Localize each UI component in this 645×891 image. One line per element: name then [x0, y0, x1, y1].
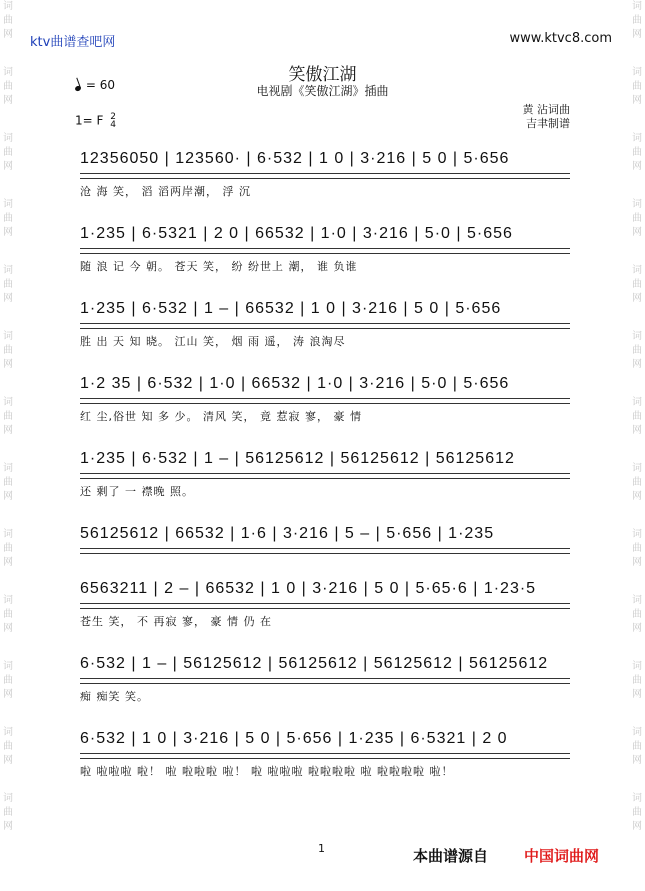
- score-line: [80, 225, 570, 275]
- watermark-text: 词 曲 网: [3, 1, 13, 40]
- time-signature-bottom: 4: [110, 120, 116, 130]
- site-name: ktv曲谱查吧网: [30, 35, 116, 50]
- watermark-text: 词 曲 网: [3, 331, 13, 370]
- watermark-text: 词 曲 网: [632, 463, 642, 502]
- credit-lyrics-music: 黄 沾词曲: [522, 103, 570, 116]
- beam-lines: [80, 753, 570, 759]
- quarter-note-icon: [74, 85, 81, 92]
- watermark-text: 词 曲 网: [632, 1, 642, 40]
- notation-text: 6·532 | 1 – | 56125612 | 56125612 | 56125612 | 56125612: [80, 655, 549, 672]
- watermark-text: 词 曲 网: [3, 595, 13, 634]
- site-url: www.ktvc8.com: [509, 31, 612, 46]
- watermark-text: 词 曲 网: [632, 661, 642, 700]
- notation-text: 1·2 35 | 6·532 | 1·0 | 66532 | 1·0 | 3·216 | 5·0 | 5·656: [80, 375, 510, 392]
- watermark-text: 词 曲 网: [3, 661, 13, 700]
- time-signature-top: 2: [110, 112, 116, 122]
- tempo-marking: [75, 78, 115, 92]
- watermark-text: 词 曲 网: [632, 595, 642, 634]
- notation-text: 56125612 | 66532 | 1·6 | 3·216 | 5 – | 5·656 | 1·235: [80, 525, 495, 542]
- beam-lines: [80, 323, 570, 329]
- beam-lines: [80, 398, 570, 404]
- lyrics-text: 痴 痴笑 笑。: [80, 690, 149, 703]
- lyrics-text: 啦 啦啦啦 啦！ 啦 啦啦啦 啦！ 啦 啦啦啦 啦啦啦啦 啦 啦啦啦啦 啦！: [80, 765, 454, 778]
- lyrics-text: 还 剩了 一 襟晚 照。: [80, 485, 194, 498]
- watermark-text: 词 曲 网: [3, 463, 13, 502]
- beam-lines: [80, 678, 570, 684]
- watermark-text: 词 曲 网: [632, 793, 642, 832]
- score-line: [80, 655, 570, 705]
- page-number: 1: [318, 842, 325, 855]
- score-line: [80, 525, 570, 575]
- beam-lines: [80, 248, 570, 254]
- notation-text: 1·235 | 6·532 | 1 – | 56125612 | 56125612 | 56125612: [80, 450, 515, 467]
- footer-source-label: 本曲谱源自: [413, 847, 489, 865]
- footer-source-site: 中国词曲网: [524, 847, 600, 865]
- song-title: 笑傲江湖: [288, 65, 357, 85]
- watermark-text: 词 曲 网: [632, 727, 642, 766]
- watermark-text: 词 曲 网: [3, 199, 13, 238]
- lyrics-text: 随 浪 记 今 朝。 苍天 笑， 纷 纷世上 潮， 谁 负谁: [80, 260, 358, 273]
- watermark-left: [1, 0, 15, 858]
- score-line: [80, 580, 570, 630]
- score-line: [80, 375, 570, 425]
- watermark-text: 词 曲 网: [632, 397, 642, 436]
- watermark-text: 词 曲 网: [3, 265, 13, 304]
- lyrics-text: 胜 出 天 知 晓。 江山 笑， 烟 雨 遥， 涛 浪淘尽: [80, 335, 346, 348]
- beam-lines: [80, 173, 570, 179]
- watermark-text: 词 曲 网: [3, 727, 13, 766]
- notation-text: 6563211 | 2 – | 66532 | 1 0 | 3·216 | 5 0 | 5·65·6 | 1·23·5: [80, 580, 537, 597]
- score-line: [80, 450, 570, 500]
- watermark-text: 词 曲 网: [3, 397, 13, 436]
- lyrics-text: 苍生 笑， 不 再寂 寥， 豪 情 仍 在: [80, 615, 272, 628]
- score-line: [80, 300, 570, 350]
- key-label: 1= F: [75, 113, 104, 128]
- watermark-text: 词 曲 网: [3, 133, 13, 172]
- score-line: [80, 150, 570, 200]
- watermark-text: 词 曲 网: [3, 793, 13, 832]
- watermark-right: [630, 0, 644, 858]
- watermark-text: 词 曲 网: [3, 529, 13, 568]
- notation-text: 1·235 | 6·5321 | 2 0 | 66532 | 1·0 | 3·216 | 5·0 | 5·656: [80, 225, 513, 242]
- watermark-text: 词 曲 网: [632, 265, 642, 304]
- watermark-text: 词 曲 网: [632, 133, 642, 172]
- beam-lines: [80, 548, 570, 554]
- tempo-value: = 60: [85, 78, 115, 92]
- beam-lines: [80, 473, 570, 479]
- notation-text: 6·532 | 1 0 | 3·216 | 5 0 | 5·656 | 1·235 | 6·5321 | 2 0: [80, 730, 508, 747]
- watermark-text: 词 曲 网: [632, 199, 642, 238]
- song-subtitle: 电视剧《笑傲江湖》插曲: [256, 84, 389, 98]
- credit-transcriber: 吉聿制谱: [526, 117, 570, 130]
- time-signature: [110, 113, 116, 129]
- notation-text: 1·235 | 6·532 | 1 – | 66532 | 1 0 | 3·216 | 5 0 | 5·656: [80, 300, 502, 317]
- watermark-text: 词 曲 网: [632, 529, 642, 568]
- watermark-text: 词 曲 网: [632, 331, 642, 370]
- watermark-text: 词 曲 网: [632, 67, 642, 106]
- score-line: [80, 730, 570, 780]
- key-signature: [75, 113, 116, 129]
- lyrics-text: 红 尘,俗世 知 多 少。 清风 笑， 竟 惹寂 寥， 豪 情: [80, 410, 362, 423]
- beam-lines: [80, 603, 570, 609]
- notation-text: 12356050 | 123560· | 6·532 | 1 0 | 3·216 | 5 0 | 5·656: [80, 150, 510, 167]
- lyrics-text: 沧 海 笑， 滔 滔两岸潮， 浮 沉: [80, 185, 251, 198]
- watermark-text: 词 曲 网: [3, 67, 13, 106]
